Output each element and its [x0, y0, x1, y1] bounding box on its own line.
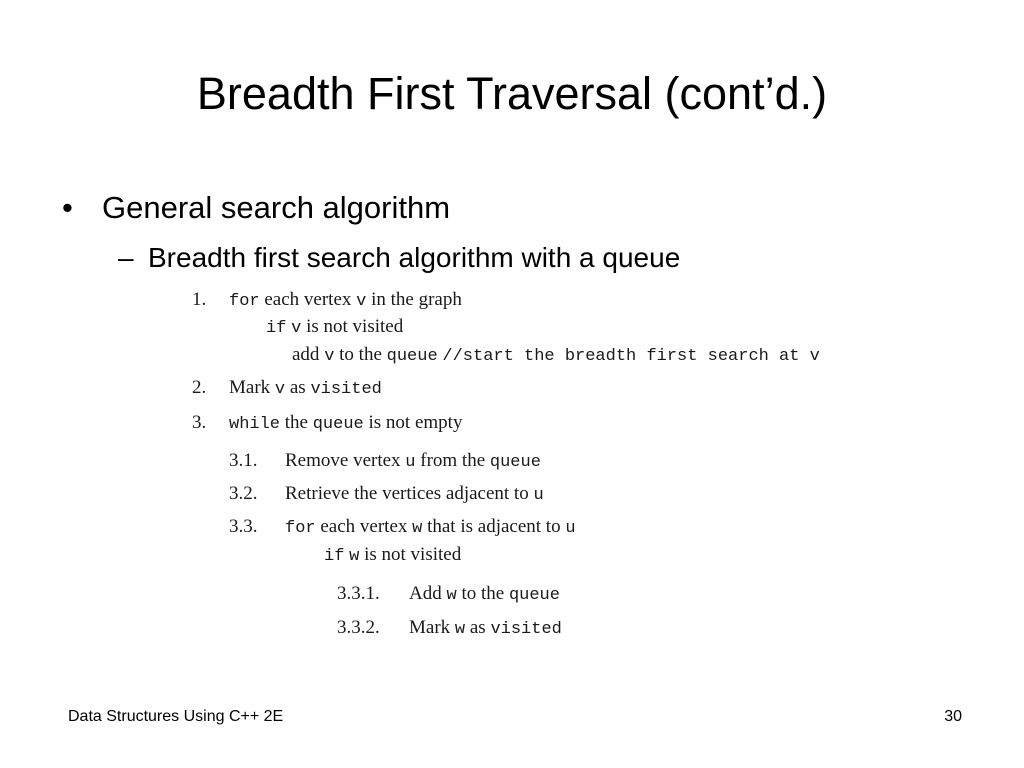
- var-queue: queue: [386, 347, 438, 366]
- var-w: w: [412, 519, 423, 538]
- step-number: 3.3.2.: [337, 617, 380, 638]
- var-queue: queue: [489, 453, 541, 472]
- var-v: v: [324, 347, 335, 366]
- code-comment: //start the breadth first search at v: [442, 347, 820, 366]
- algo-line-1: [229, 288, 462, 314]
- var-queue: queue: [312, 415, 364, 434]
- step-number: 1.: [192, 289, 207, 310]
- keyword-if: if: [324, 547, 345, 566]
- bullet-text: General search algorithm: [102, 190, 451, 225]
- var-u: u: [565, 519, 576, 538]
- algo-line-3-2: [285, 482, 544, 508]
- algo-line-3-3-2: [409, 616, 562, 642]
- algo-text: add: [292, 344, 325, 365]
- step-number: 3.2.: [229, 483, 258, 504]
- algo-text: as: [465, 617, 491, 638]
- algo-text: that is adjacent to: [422, 516, 566, 537]
- algo-line-3-3-1: [409, 582, 560, 608]
- keyword-while: while: [229, 415, 281, 434]
- slide-title: Breadth First Traversal (cont’d.): [196, 68, 828, 119]
- keyword-for: for: [229, 292, 260, 311]
- page-number: 30: [944, 708, 962, 725]
- algo-line-1c: [292, 343, 820, 369]
- algo-text: in the graph: [366, 289, 462, 310]
- algo-text: Add: [409, 583, 447, 604]
- algo-line-3: [229, 411, 462, 437]
- var-u: u: [533, 486, 544, 505]
- footer-course-title: Data Structures Using C++ 2E: [68, 708, 284, 725]
- var-u: u: [405, 453, 416, 472]
- algo-line-3-3: [285, 515, 576, 541]
- algo-text: Mark: [409, 617, 455, 638]
- var-v: v: [356, 292, 367, 311]
- algo-text: each vertex: [315, 516, 413, 537]
- var-w: w: [454, 620, 466, 639]
- var-w: w: [349, 547, 360, 566]
- bullet-text: Breadth first search algorithm with a queue: [148, 242, 681, 273]
- algo-text: Retrieve the vertices adjacent to: [285, 483, 534, 504]
- step-number: 3.3.1.: [337, 583, 380, 604]
- step-number: 3.3.: [229, 516, 258, 537]
- step-number: 2.: [192, 377, 207, 398]
- var-visited: visited: [310, 380, 382, 399]
- bullet-marker: •: [62, 190, 73, 225]
- algo-line-1b: [266, 315, 403, 341]
- algo-text: each vertex: [259, 289, 357, 310]
- step-number: 3.: [192, 412, 207, 433]
- algo-text: to the: [334, 344, 387, 365]
- algo-text: is not visited: [359, 544, 462, 565]
- var-w: w: [446, 586, 457, 605]
- algo-text: the: [280, 412, 313, 433]
- var-visited: visited: [490, 620, 562, 639]
- keyword-for: for: [285, 519, 316, 538]
- var-queue: queue: [508, 586, 560, 605]
- keyword-if: if: [266, 319, 287, 338]
- dash-marker: –: [118, 242, 134, 273]
- algo-text: to the: [456, 583, 509, 604]
- algo-text: from the: [415, 450, 490, 471]
- algo-line-3-3b: [324, 543, 461, 569]
- algo-text: Mark: [229, 377, 275, 398]
- algo-text: is not visited: [301, 316, 404, 337]
- algo-line-3-1: [285, 449, 541, 475]
- algo-text: is not empty: [363, 412, 463, 433]
- algo-text: as: [285, 377, 311, 398]
- step-number: 3.1.: [229, 450, 258, 471]
- var-v: v: [291, 319, 302, 338]
- algo-line-2: [229, 376, 382, 402]
- algo-text: Remove vertex: [285, 450, 406, 471]
- var-v: v: [274, 380, 286, 399]
